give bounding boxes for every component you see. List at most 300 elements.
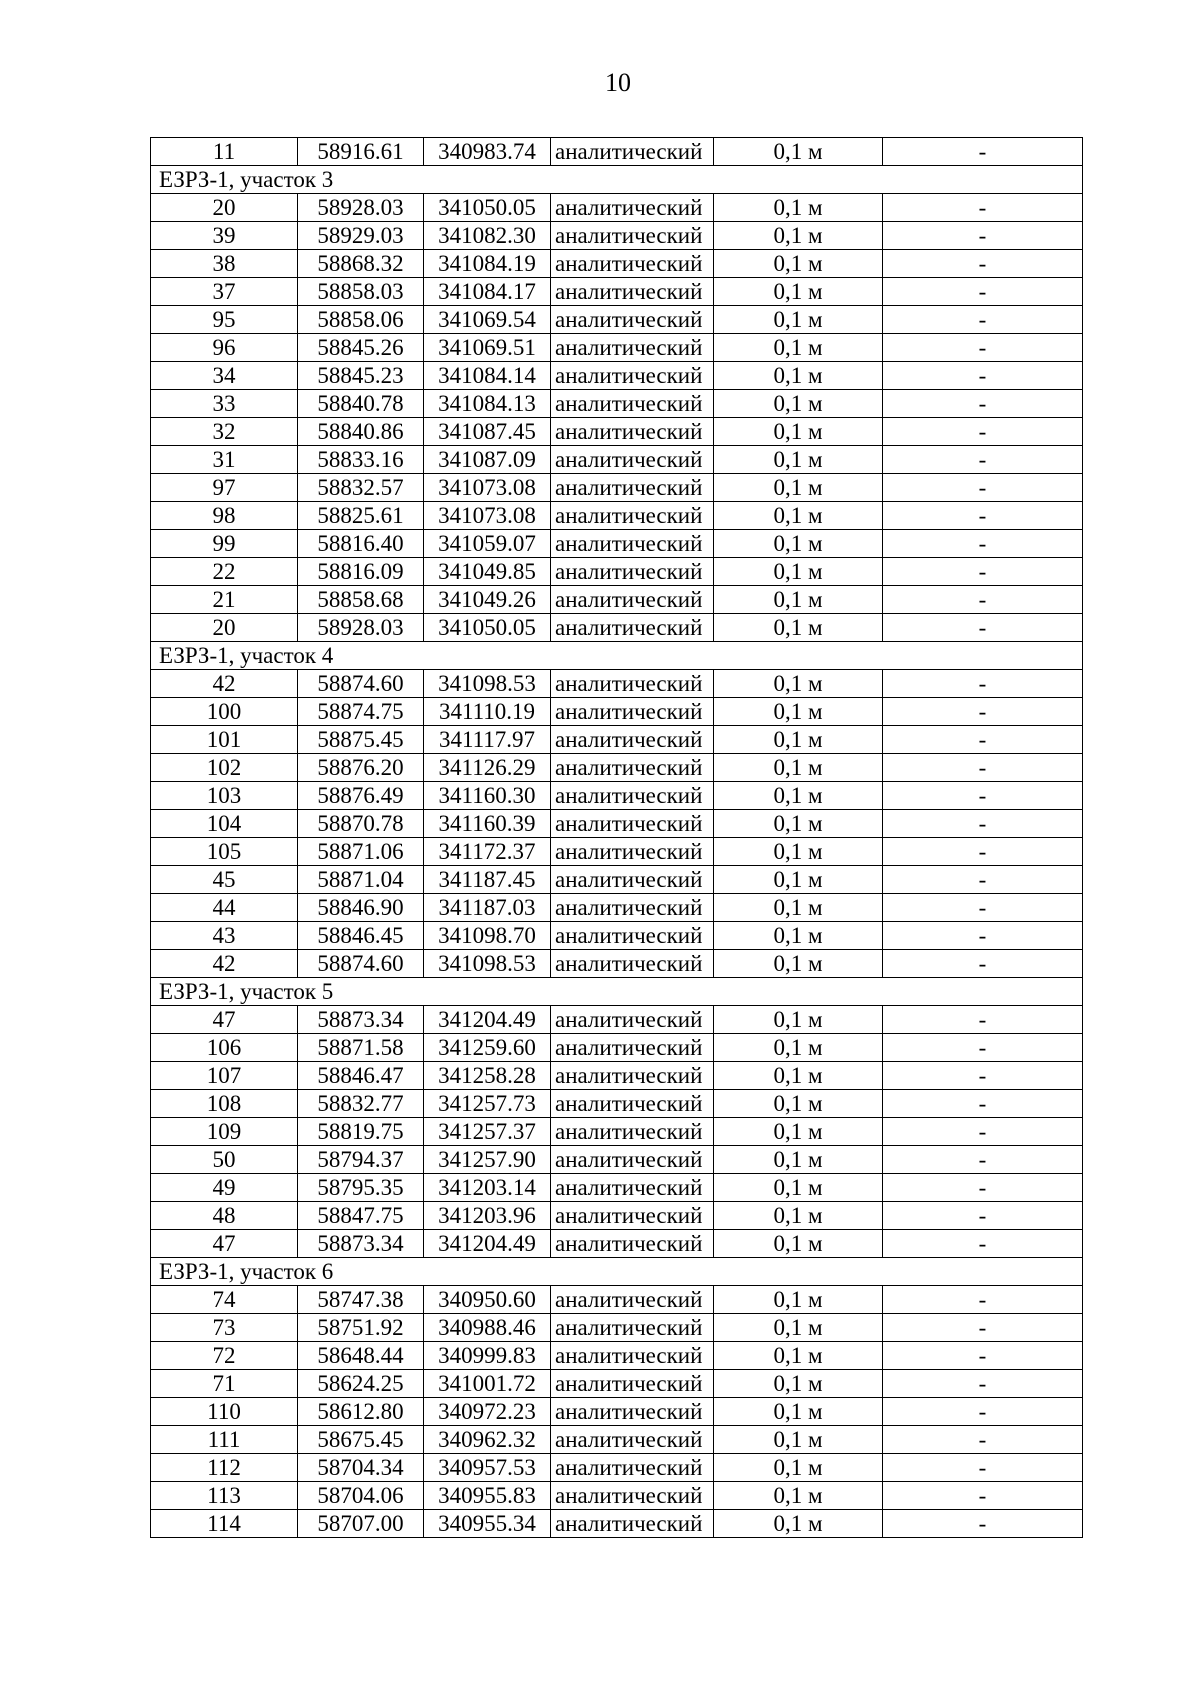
- section-header-row: [151, 642, 1083, 670]
- note-cell: -: [883, 894, 1083, 922]
- note-cell: -: [883, 1006, 1083, 1034]
- accuracy-cell: 0,1 м: [714, 726, 883, 754]
- accuracy-cell: 0,1 м: [714, 502, 883, 530]
- accuracy-cell: 0,1 м: [714, 1006, 883, 1034]
- x-coordinate-cell: 58846.45: [298, 922, 424, 950]
- method-cell: аналитический: [551, 1286, 714, 1314]
- point-number-cell: 47: [151, 1006, 298, 1034]
- method-cell: аналитический: [551, 754, 714, 782]
- method-cell: аналитический: [551, 1482, 714, 1510]
- x-coordinate-cell: 58873.34: [298, 1006, 424, 1034]
- note-cell: -: [883, 502, 1083, 530]
- x-coordinate-cell: 58747.38: [298, 1286, 424, 1314]
- note-cell: -: [883, 586, 1083, 614]
- point-number-cell: 106: [151, 1034, 298, 1062]
- y-coordinate-cell: 341084.19: [424, 250, 551, 278]
- table-row: [151, 1034, 1083, 1062]
- method-cell: аналитический: [551, 1314, 714, 1342]
- accuracy-cell: 0,1 м: [714, 250, 883, 278]
- point-number-cell: 43: [151, 922, 298, 950]
- accuracy-cell: 0,1 м: [714, 530, 883, 558]
- table-row: [151, 1006, 1083, 1034]
- x-coordinate-cell: 58871.06: [298, 838, 424, 866]
- y-coordinate-cell: 341050.05: [424, 194, 551, 222]
- point-number-cell: 20: [151, 614, 298, 642]
- x-coordinate-cell: 58612.80: [298, 1398, 424, 1426]
- accuracy-cell: 0,1 м: [714, 698, 883, 726]
- note-cell: -: [883, 1482, 1083, 1510]
- accuracy-cell: 0,1 м: [714, 1482, 883, 1510]
- method-cell: аналитический: [551, 446, 714, 474]
- x-coordinate-cell: 58876.20: [298, 754, 424, 782]
- point-number-cell: 33: [151, 390, 298, 418]
- accuracy-cell: 0,1 м: [714, 138, 883, 166]
- accuracy-cell: 0,1 м: [714, 586, 883, 614]
- section-header-row: [151, 1258, 1083, 1286]
- point-number-cell: 98: [151, 502, 298, 530]
- method-cell: аналитический: [551, 1146, 714, 1174]
- x-coordinate-cell: 58832.77: [298, 1090, 424, 1118]
- point-number-cell: 45: [151, 866, 298, 894]
- y-coordinate-cell: 341204.49: [424, 1230, 551, 1258]
- x-coordinate-cell: 58794.37: [298, 1146, 424, 1174]
- y-coordinate-cell: 341160.39: [424, 810, 551, 838]
- note-cell: -: [883, 306, 1083, 334]
- note-cell: -: [883, 698, 1083, 726]
- y-coordinate-cell: 341069.51: [424, 334, 551, 362]
- y-coordinate-cell: 340957.53: [424, 1454, 551, 1482]
- y-coordinate-cell: 341204.49: [424, 1006, 551, 1034]
- y-coordinate-cell: 341259.60: [424, 1034, 551, 1062]
- x-coordinate-cell: 58846.90: [298, 894, 424, 922]
- y-coordinate-cell: 340983.74: [424, 138, 551, 166]
- point-number-cell: 111: [151, 1426, 298, 1454]
- x-coordinate-cell: 58870.78: [298, 810, 424, 838]
- accuracy-cell: 0,1 м: [714, 894, 883, 922]
- table-row: [151, 1174, 1083, 1202]
- note-cell: -: [883, 1510, 1083, 1538]
- method-cell: аналитический: [551, 726, 714, 754]
- x-coordinate-cell: 58751.92: [298, 1314, 424, 1342]
- accuracy-cell: 0,1 м: [714, 1370, 883, 1398]
- note-cell: -: [883, 1090, 1083, 1118]
- x-coordinate-cell: 58845.23: [298, 362, 424, 390]
- table-row: [151, 1342, 1083, 1370]
- point-number-cell: 11: [151, 138, 298, 166]
- section-title: ЕЗРЗ-1, участок 6: [151, 1258, 1083, 1286]
- section-header-row: [151, 978, 1083, 1006]
- point-number-cell: 95: [151, 306, 298, 334]
- method-cell: аналитический: [551, 950, 714, 978]
- y-coordinate-cell: 341084.17: [424, 278, 551, 306]
- table-row: [151, 614, 1083, 642]
- method-cell: аналитический: [551, 390, 714, 418]
- method-cell: аналитический: [551, 138, 714, 166]
- x-coordinate-cell: 58675.45: [298, 1426, 424, 1454]
- x-coordinate-cell: 58624.25: [298, 1370, 424, 1398]
- y-coordinate-cell: 341257.90: [424, 1146, 551, 1174]
- x-coordinate-cell: 58858.68: [298, 586, 424, 614]
- note-cell: -: [883, 782, 1083, 810]
- x-coordinate-cell: 58928.03: [298, 194, 424, 222]
- accuracy-cell: 0,1 м: [714, 1062, 883, 1090]
- note-cell: -: [883, 446, 1083, 474]
- point-number-cell: 101: [151, 726, 298, 754]
- method-cell: аналитический: [551, 1090, 714, 1118]
- method-cell: аналитический: [551, 1454, 714, 1482]
- table-row: [151, 362, 1083, 390]
- y-coordinate-cell: 341084.14: [424, 362, 551, 390]
- table-row: [151, 950, 1083, 978]
- accuracy-cell: 0,1 м: [714, 1146, 883, 1174]
- point-number-cell: 22: [151, 558, 298, 586]
- point-number-cell: 32: [151, 418, 298, 446]
- table-row: [151, 194, 1083, 222]
- table-row: [151, 698, 1083, 726]
- accuracy-cell: 0,1 м: [714, 334, 883, 362]
- accuracy-cell: 0,1 м: [714, 782, 883, 810]
- y-coordinate-cell: 341257.37: [424, 1118, 551, 1146]
- y-coordinate-cell: 341117.97: [424, 726, 551, 754]
- accuracy-cell: 0,1 м: [714, 446, 883, 474]
- method-cell: аналитический: [551, 866, 714, 894]
- point-number-cell: 71: [151, 1370, 298, 1398]
- point-number-cell: 96: [151, 334, 298, 362]
- section-header-row: [151, 166, 1083, 194]
- note-cell: -: [883, 866, 1083, 894]
- note-cell: -: [883, 950, 1083, 978]
- method-cell: аналитический: [551, 474, 714, 502]
- x-coordinate-cell: 58833.16: [298, 446, 424, 474]
- note-cell: -: [883, 670, 1083, 698]
- point-number-cell: 113: [151, 1482, 298, 1510]
- method-cell: аналитический: [551, 810, 714, 838]
- y-coordinate-cell: 341049.85: [424, 558, 551, 586]
- accuracy-cell: 0,1 м: [714, 1286, 883, 1314]
- note-cell: -: [883, 390, 1083, 418]
- point-number-cell: 20: [151, 194, 298, 222]
- note-cell: -: [883, 754, 1083, 782]
- accuracy-cell: 0,1 м: [714, 1342, 883, 1370]
- point-number-cell: 42: [151, 670, 298, 698]
- table-row: [151, 838, 1083, 866]
- table-row: [151, 922, 1083, 950]
- note-cell: -: [883, 1118, 1083, 1146]
- y-coordinate-cell: 341098.53: [424, 950, 551, 978]
- accuracy-cell: 0,1 м: [714, 1454, 883, 1482]
- accuracy-cell: 0,1 м: [714, 1398, 883, 1426]
- table-row: [151, 1370, 1083, 1398]
- x-coordinate-cell: 58819.75: [298, 1118, 424, 1146]
- x-coordinate-cell: 58648.44: [298, 1342, 424, 1370]
- point-number-cell: 21: [151, 586, 298, 614]
- table-row: [151, 502, 1083, 530]
- method-cell: аналитический: [551, 1006, 714, 1034]
- point-number-cell: 48: [151, 1202, 298, 1230]
- point-number-cell: 34: [151, 362, 298, 390]
- method-cell: аналитический: [551, 1202, 714, 1230]
- accuracy-cell: 0,1 м: [714, 306, 883, 334]
- accuracy-cell: 0,1 м: [714, 670, 883, 698]
- method-cell: аналитический: [551, 922, 714, 950]
- table-row: [151, 1454, 1083, 1482]
- table-row: [151, 894, 1083, 922]
- point-number-cell: 103: [151, 782, 298, 810]
- method-cell: аналитический: [551, 222, 714, 250]
- table-row: [151, 558, 1083, 586]
- y-coordinate-cell: 341203.96: [424, 1202, 551, 1230]
- method-cell: аналитический: [551, 334, 714, 362]
- method-cell: аналитический: [551, 418, 714, 446]
- note-cell: -: [883, 726, 1083, 754]
- x-coordinate-cell: 58871.04: [298, 866, 424, 894]
- y-coordinate-cell: 340988.46: [424, 1314, 551, 1342]
- x-coordinate-cell: 58929.03: [298, 222, 424, 250]
- method-cell: аналитический: [551, 1230, 714, 1258]
- x-coordinate-cell: 58868.32: [298, 250, 424, 278]
- accuracy-cell: 0,1 м: [714, 866, 883, 894]
- note-cell: -: [883, 334, 1083, 362]
- method-cell: аналитический: [551, 1370, 714, 1398]
- table-row: [151, 1426, 1083, 1454]
- note-cell: -: [883, 1034, 1083, 1062]
- y-coordinate-cell: 341059.07: [424, 530, 551, 558]
- note-cell: -: [883, 1062, 1083, 1090]
- method-cell: аналитический: [551, 698, 714, 726]
- x-coordinate-cell: 58840.78: [298, 390, 424, 418]
- accuracy-cell: 0,1 м: [714, 362, 883, 390]
- method-cell: аналитический: [551, 1342, 714, 1370]
- method-cell: аналитический: [551, 278, 714, 306]
- accuracy-cell: 0,1 м: [714, 922, 883, 950]
- table-row: [151, 390, 1083, 418]
- point-number-cell: 31: [151, 446, 298, 474]
- accuracy-cell: 0,1 м: [714, 1174, 883, 1202]
- accuracy-cell: 0,1 м: [714, 1202, 883, 1230]
- y-coordinate-cell: 341073.08: [424, 474, 551, 502]
- x-coordinate-cell: 58704.06: [298, 1482, 424, 1510]
- x-coordinate-cell: 58873.34: [298, 1230, 424, 1258]
- accuracy-cell: 0,1 м: [714, 418, 883, 446]
- point-number-cell: 102: [151, 754, 298, 782]
- table-row: [151, 530, 1083, 558]
- point-number-cell: 99: [151, 530, 298, 558]
- table-row: [151, 866, 1083, 894]
- note-cell: -: [883, 1370, 1083, 1398]
- note-cell: -: [883, 1426, 1083, 1454]
- note-cell: -: [883, 1398, 1083, 1426]
- x-coordinate-cell: 58795.35: [298, 1174, 424, 1202]
- accuracy-cell: 0,1 м: [714, 1230, 883, 1258]
- point-number-cell: 107: [151, 1062, 298, 1090]
- method-cell: аналитический: [551, 502, 714, 530]
- table-row: [151, 1062, 1083, 1090]
- y-coordinate-cell: 341187.45: [424, 866, 551, 894]
- accuracy-cell: 0,1 м: [714, 1314, 883, 1342]
- table-row: [151, 1314, 1083, 1342]
- x-coordinate-cell: 58858.03: [298, 278, 424, 306]
- note-cell: -: [883, 810, 1083, 838]
- point-number-cell: 47: [151, 1230, 298, 1258]
- x-coordinate-cell: 58847.75: [298, 1202, 424, 1230]
- method-cell: аналитический: [551, 1062, 714, 1090]
- table-row: [151, 250, 1083, 278]
- note-cell: -: [883, 1342, 1083, 1370]
- x-coordinate-cell: 58707.00: [298, 1510, 424, 1538]
- table-body: [151, 138, 1083, 1538]
- note-cell: -: [883, 1174, 1083, 1202]
- y-coordinate-cell: 341050.05: [424, 614, 551, 642]
- point-number-cell: 38: [151, 250, 298, 278]
- point-number-cell: 109: [151, 1118, 298, 1146]
- note-cell: -: [883, 1314, 1083, 1342]
- accuracy-cell: 0,1 м: [714, 558, 883, 586]
- table-row: [151, 754, 1083, 782]
- point-number-cell: 100: [151, 698, 298, 726]
- method-cell: аналитический: [551, 670, 714, 698]
- table-row: [151, 278, 1083, 306]
- x-coordinate-cell: 58874.60: [298, 670, 424, 698]
- y-coordinate-cell: 341082.30: [424, 222, 551, 250]
- table-row: [151, 474, 1083, 502]
- table-row: [151, 1482, 1083, 1510]
- note-cell: -: [883, 1454, 1083, 1482]
- method-cell: аналитический: [551, 530, 714, 558]
- point-number-cell: 104: [151, 810, 298, 838]
- y-coordinate-cell: 341069.54: [424, 306, 551, 334]
- point-number-cell: 49: [151, 1174, 298, 1202]
- y-coordinate-cell: 341257.73: [424, 1090, 551, 1118]
- y-coordinate-cell: 341001.72: [424, 1370, 551, 1398]
- table-row: [151, 726, 1083, 754]
- method-cell: аналитический: [551, 194, 714, 222]
- y-coordinate-cell: 340955.83: [424, 1482, 551, 1510]
- table-row: [151, 1230, 1083, 1258]
- x-coordinate-cell: 58858.06: [298, 306, 424, 334]
- note-cell: -: [883, 138, 1083, 166]
- note-cell: -: [883, 362, 1083, 390]
- note-cell: -: [883, 194, 1083, 222]
- y-coordinate-cell: 341160.30: [424, 782, 551, 810]
- x-coordinate-cell: 58840.86: [298, 418, 424, 446]
- x-coordinate-cell: 58845.26: [298, 334, 424, 362]
- table-row: [151, 1398, 1083, 1426]
- point-number-cell: 39: [151, 222, 298, 250]
- table-row: [151, 1146, 1083, 1174]
- note-cell: -: [883, 614, 1083, 642]
- section-title: ЕЗРЗ-1, участок 3: [151, 166, 1083, 194]
- note-cell: -: [883, 1146, 1083, 1174]
- note-cell: -: [883, 250, 1083, 278]
- x-coordinate-cell: 58832.57: [298, 474, 424, 502]
- note-cell: -: [883, 922, 1083, 950]
- y-coordinate-cell: 340950.60: [424, 1286, 551, 1314]
- y-coordinate-cell: 341084.13: [424, 390, 551, 418]
- method-cell: аналитический: [551, 306, 714, 334]
- table-row: [151, 1202, 1083, 1230]
- point-number-cell: 97: [151, 474, 298, 502]
- note-cell: -: [883, 1286, 1083, 1314]
- table-row: [151, 1510, 1083, 1538]
- x-coordinate-cell: 58916.61: [298, 138, 424, 166]
- y-coordinate-cell: 341098.70: [424, 922, 551, 950]
- table-row: [151, 334, 1083, 362]
- table-row: [151, 222, 1083, 250]
- method-cell: аналитический: [551, 838, 714, 866]
- accuracy-cell: 0,1 м: [714, 1118, 883, 1146]
- y-coordinate-cell: 340962.32: [424, 1426, 551, 1454]
- accuracy-cell: 0,1 м: [714, 1426, 883, 1454]
- point-number-cell: 114: [151, 1510, 298, 1538]
- method-cell: аналитический: [551, 614, 714, 642]
- x-coordinate-cell: 58874.75: [298, 698, 424, 726]
- point-number-cell: 50: [151, 1146, 298, 1174]
- y-coordinate-cell: 341258.28: [424, 1062, 551, 1090]
- accuracy-cell: 0,1 м: [714, 950, 883, 978]
- y-coordinate-cell: 341187.03: [424, 894, 551, 922]
- y-coordinate-cell: 341110.19: [424, 698, 551, 726]
- table-row: [151, 782, 1083, 810]
- note-cell: -: [883, 838, 1083, 866]
- accuracy-cell: 0,1 м: [714, 1510, 883, 1538]
- note-cell: -: [883, 1230, 1083, 1258]
- method-cell: аналитический: [551, 1118, 714, 1146]
- accuracy-cell: 0,1 м: [714, 278, 883, 306]
- table-row: [151, 1118, 1083, 1146]
- x-coordinate-cell: 58928.03: [298, 614, 424, 642]
- method-cell: аналитический: [551, 1426, 714, 1454]
- coordinates-table: [150, 137, 1083, 1538]
- method-cell: аналитический: [551, 1034, 714, 1062]
- accuracy-cell: 0,1 м: [714, 194, 883, 222]
- y-coordinate-cell: 341172.37: [424, 838, 551, 866]
- y-coordinate-cell: 341126.29: [424, 754, 551, 782]
- accuracy-cell: 0,1 м: [714, 838, 883, 866]
- table-row: [151, 670, 1083, 698]
- table-row: [151, 1286, 1083, 1314]
- accuracy-cell: 0,1 м: [714, 222, 883, 250]
- point-number-cell: 44: [151, 894, 298, 922]
- note-cell: -: [883, 278, 1083, 306]
- section-title: ЕЗРЗ-1, участок 4: [151, 642, 1083, 670]
- method-cell: аналитический: [551, 586, 714, 614]
- method-cell: аналитический: [551, 894, 714, 922]
- accuracy-cell: 0,1 м: [714, 390, 883, 418]
- note-cell: -: [883, 474, 1083, 502]
- point-number-cell: 72: [151, 1342, 298, 1370]
- note-cell: -: [883, 418, 1083, 446]
- method-cell: аналитический: [551, 362, 714, 390]
- accuracy-cell: 0,1 м: [714, 1034, 883, 1062]
- y-coordinate-cell: 341087.09: [424, 446, 551, 474]
- y-coordinate-cell: 341073.08: [424, 502, 551, 530]
- table-row: [151, 138, 1083, 166]
- note-cell: -: [883, 558, 1083, 586]
- point-number-cell: 73: [151, 1314, 298, 1342]
- method-cell: аналитический: [551, 250, 714, 278]
- table-row: [151, 446, 1083, 474]
- point-number-cell: 74: [151, 1286, 298, 1314]
- method-cell: аналитический: [551, 558, 714, 586]
- table-row: [151, 418, 1083, 446]
- x-coordinate-cell: 58876.49: [298, 782, 424, 810]
- x-coordinate-cell: 58704.34: [298, 1454, 424, 1482]
- note-cell: -: [883, 530, 1083, 558]
- note-cell: -: [883, 1202, 1083, 1230]
- section-title: ЕЗРЗ-1, участок 5: [151, 978, 1083, 1006]
- y-coordinate-cell: 341203.14: [424, 1174, 551, 1202]
- x-coordinate-cell: 58825.61: [298, 502, 424, 530]
